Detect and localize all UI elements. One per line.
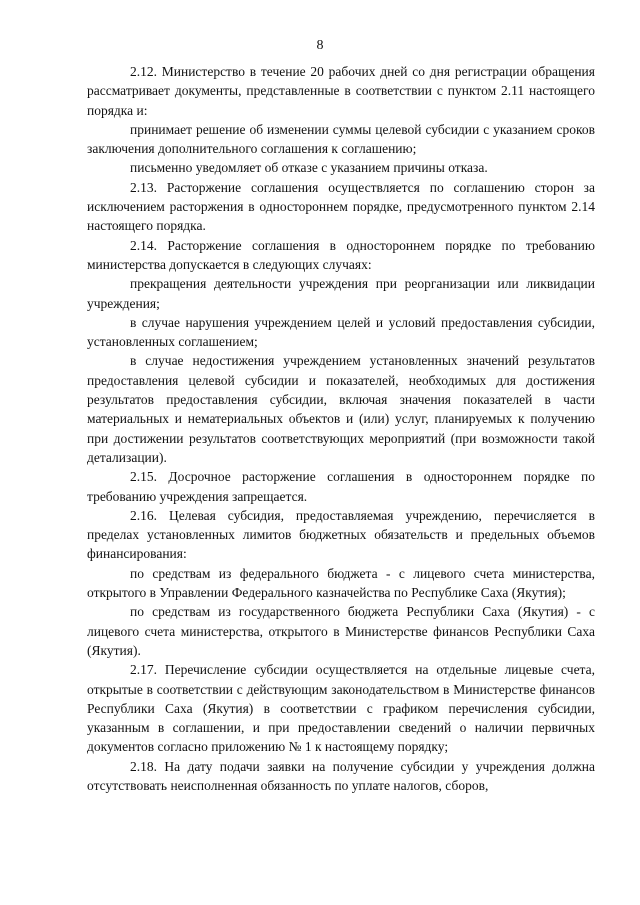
paragraph-2-13: 2.13. Расторжение соглашения осуществляется по соглашению сторон за исключением расторжения в одностороннем порядке, предусмотренного пунктом 2.14 настоящего порядка. bbox=[87, 179, 595, 234]
paragraph-violation: в случае нарушения учреждением целей и условий предоставления субсидии, установленных соглашением; bbox=[87, 314, 595, 350]
paragraph-2-17: 2.17. Перечисление субсидии осуществляется на отдельные лицевые счета, открытые в соответствии с действующим законодательством в Министерстве финансов Республики Саха (Якутия) в соответствии с графиком перечисления субсидии, указанным в соглашении, и при предоставлении сведений о наличии первичных документов согласно приложению № 1 к настоящему порядку; bbox=[87, 662, 595, 755]
paragraph-state-budget: по средствам из государственного бюджета Республики Саха (Якутия) - с лицевого счета министерства, открытого в Министерстве финансов Республики Саха (Якутия). bbox=[87, 604, 595, 658]
paragraph-2-16: 2.16. Целевая субсидия, предоставляемая учреждению, перечисляется в пределах установленных лимитов бюджетных обязательств и предельных объемов финансирования: bbox=[87, 507, 595, 562]
paragraph-2-15: 2.15. Досрочное расторжение соглашения в одностороннем порядке по требованию учреждения запрещается. bbox=[87, 469, 595, 504]
paragraph-termination-reorganization: прекращения деятельности учреждения при реорганизации или ликвидации учреждения; bbox=[87, 276, 595, 311]
paragraph-refusal: письменно уведомляет об отказе с указанием причины отказа. bbox=[130, 160, 488, 176]
paragraph-2-14: 2.14. Расторжение соглашения в одностороннем порядке по требованию министерства допускается в следующих случаях: bbox=[87, 237, 595, 272]
paragraph-2-18: 2.18. На дату подачи заявки на получение субсидии у учреждения должна отсутствовать неисполненная обязанность по уплате налогов, сборов, bbox=[87, 758, 595, 793]
document-body bbox=[87, 62, 595, 795]
page-number: 8 bbox=[316, 38, 324, 53]
paragraph-decision: принимает решение об изменении суммы целевой субсидии с указанием сроков заключения дополнительного соглашения к соглашению; bbox=[87, 121, 595, 157]
paragraph-non-achievement: в случае недостижения учреждением установленных значений результатов предоставления целевой субсидии и показателей, необходимых для достижения результатов предоставления субсидии, включая значения показателей в части материальных и нематериальных объектов и (или) услуг, планируемых к получению при достижении результатов соответствующих мероприятий (при возможности такой детализации). bbox=[87, 353, 595, 465]
paragraph-federal-budget: по средствам из федерального бюджета - с лицевого счета министерства, открытого в Управлении Федерального казначейства по Республике Саха (Якутия); bbox=[87, 565, 595, 601]
paragraph-2-12: 2.12. Министерство в течение 20 рабочих дней со дня регистрации обращения рассматривает документы, представленные в соответствии с пунктом 2.11 настоящего порядка и: bbox=[87, 64, 595, 118]
